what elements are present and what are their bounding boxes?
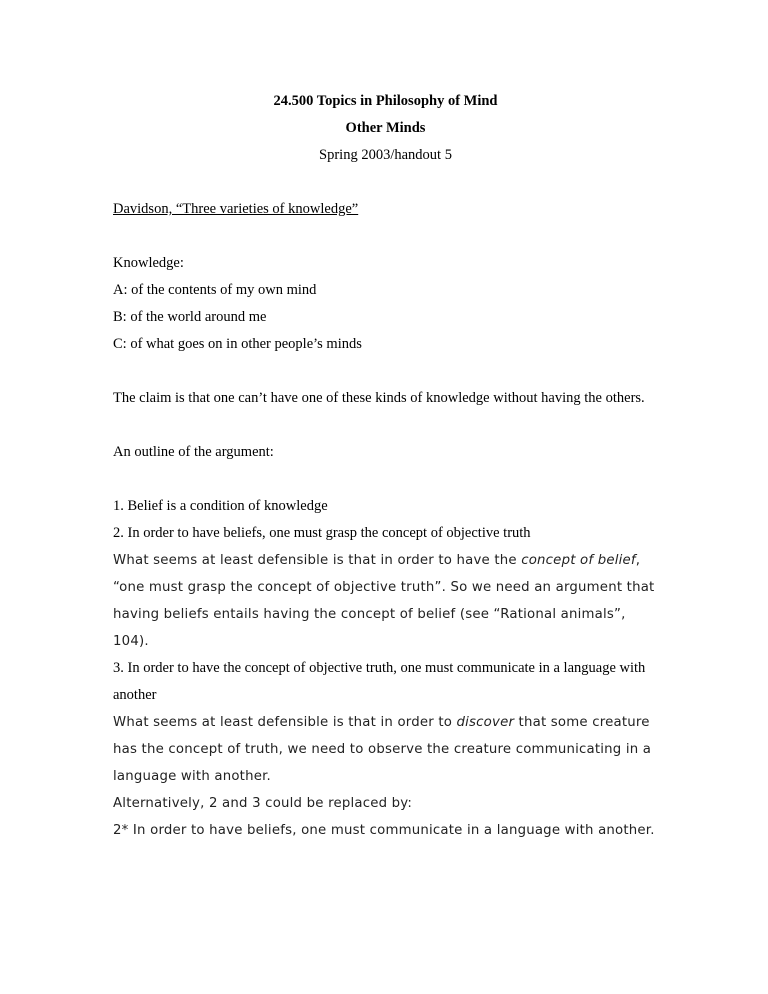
step-2-note-emphasis: concept of belief	[521, 553, 636, 568]
step-2-note-end: , “one must grasp the concept of objective truth”. So we need an argument that having beliefs entails having the concept of belief (see “Rational animals”, 104).	[113, 553, 655, 649]
knowledge-item-b: B: of the world around me	[113, 309, 267, 325]
handout-term: Spring 2003/handout 5	[319, 147, 452, 163]
step-3-note-emphasis: discover	[456, 715, 515, 730]
step-2-star: 2* In order to have beliefs, one must communicate in a language with another.	[113, 823, 655, 838]
step-2-note	[113, 547, 658, 655]
alternative-note: Alternatively, 2 and 3 could be replaced by:	[113, 796, 413, 811]
knowledge-item-a: A: of the contents of my own mind	[113, 282, 317, 298]
step-3-note-end: that some creature has the concept of truth, we need to observe the creature communicating in a language with another.	[113, 715, 652, 784]
step-3-note	[113, 709, 658, 790]
section-title	[113, 196, 658, 223]
step-3: 3. In order to have the concept of objective truth, one must communicate in a language with another	[113, 660, 646, 703]
outline-label: An outline of the argument:	[113, 444, 274, 460]
step-1: 1. Belief is a condition of knowledge	[113, 498, 328, 514]
step-2-note-start: What seems at least defensible is that in order to have the	[113, 553, 522, 568]
step-3-note-start: What seems at least defensible is that in order to	[113, 715, 457, 730]
step-2: 2. In order to have beliefs, one must grasp the concept of objective truth	[113, 525, 531, 541]
claim-paragraph: The claim is that one can’t have one of these kinds of knowledge without having the others.	[113, 390, 645, 406]
knowledge-label: Knowledge:	[113, 255, 184, 271]
knowledge-item-c: C: of what goes on in other people’s minds	[113, 336, 362, 352]
section-title-text: Davidson, “Three varieties of knowledge”	[113, 201, 359, 217]
handout-topic: Other Minds	[345, 120, 426, 136]
document-page	[113, 88, 658, 844]
course-title: 24.500 Topics in Philosophy of Mind	[273, 93, 498, 109]
